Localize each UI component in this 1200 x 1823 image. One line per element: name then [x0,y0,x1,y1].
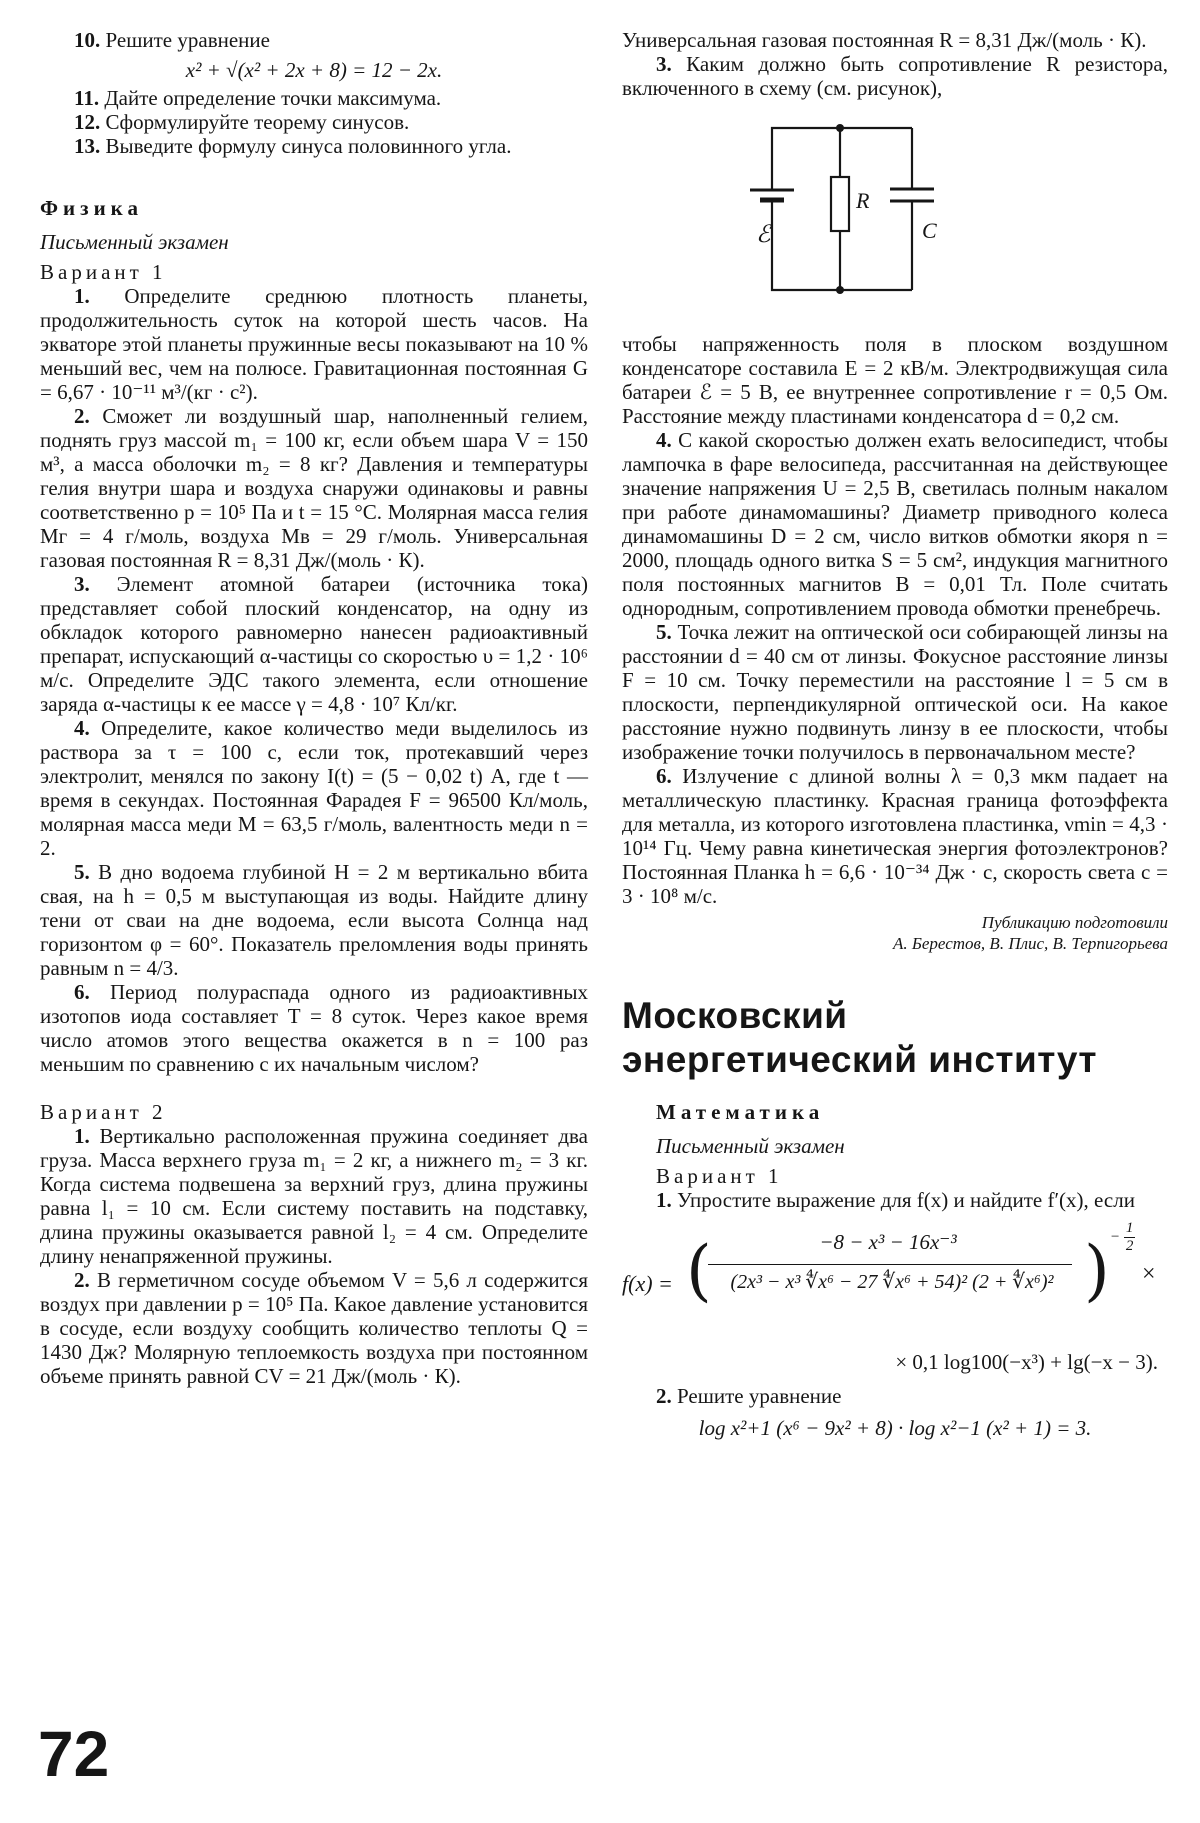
right-column [622,28,1168,1440]
physics-v1-problem-4 [40,716,588,860]
wire-left-bottom [772,200,840,290]
problem-number: 10. [74,28,101,52]
math-problem-13 [40,134,588,158]
problem-text: Излучение с длиной волны λ = 0,3 мкм падает на металлическую пластинку. Красная граница фотоэффекта для металла, из которого изготовлена пластинка, νmin = 4,3 · 10¹⁴ Гц. Чему равна кинетическая энергия фотоэлектронов? Постоянная Планка h = 6,6 · 10⁻³⁴ Дж · с, скорость света c = 3 · 10⁸ м/с. [622,764,1168,908]
variant-1-title: Вариант 1 [656,1164,783,1188]
problem-number: 1. [656,1188,672,1212]
page-number: 72 [38,1718,110,1790]
multiplication-sign: × [1142,1261,1156,1287]
problem-text: Период полураспада одного из радиоактивных изотопов иода составляет T = 8 суток. Через какое время число атомов этого вещества окажется в n = 100 раз меньшим по сравнению с их начальным числом? [40,980,589,1076]
problem-number: 6. [74,980,90,1004]
problem-text: Каким должно быть сопротивление R резистора, включенного в схему (см. рисунок), [622,52,1168,100]
physics-v2-problem-1 [40,1124,588,1268]
problem-number: 6. [656,764,672,788]
problem-number: 11. [74,86,100,110]
problem-text: Решите уравнение [677,1384,842,1408]
physics-v1-problem-2 [40,404,588,572]
resistor-symbol [831,177,849,231]
problem-number: 5. [656,620,672,644]
problem-number: 3. [656,52,672,76]
problem-text: Элемент атомной батареи (источника тока) представляет собой плоский конденсатор, на одну из обкладок которого равномерно нанесен радиоактивный препарат, испускающий α-частицы со скоростью υ = 1,2 · 10⁶ м/с. Определите ЭДС такого элемента, если отношение заряда α-частицы к ее массе γ = 4,8 · 10⁷ Кл/кг. [40,572,589,716]
credits-label: Публикацию подготовили [981,913,1168,932]
institute-heading-line-2: энергетический институт [622,1039,1097,1080]
physics-v2-problem-6 [622,764,1168,908]
problem-text: Сможет ли воздушный шар, наполненный гелием, поднять груз массой m₁ = 100 кг, если объем шара V = 150 м³, а масса оболочки m₂ = 8 кг? Давления и температуры гелия внутри шара и воздуха снаружи одинаковы и равны соответственно p = 10⁵ Па и t = 15 °С. Молярная масса гелия Mг = 4 г/моль, воздуха Mв = 29 г/моль. Универсальная газовая постоянная R = 8,31 Дж/(моль · К). [40,404,589,572]
institute-heading [622,994,1168,1082]
problem-text: Вертикально расположенная пружина соединяет два груза. Масса верхнего груза m₁ = 2 кг, а нижнего m₂ = 3 кг. Когда система подвешена за верхний груз, длина пружины равна l₁ = 10 см. Если систему поставить на подставку, длина пружины оказывается равной l₂ = 4 см. Определите длину ненапряженной пружины. [40,1124,589,1268]
problem-number: 5. [74,860,90,884]
problem-number: 4. [656,428,672,452]
math-problem-1 [622,1188,1168,1212]
problem-text: Выведите формулу синуса половинного угла. [105,134,512,158]
math-problem-11 [40,86,588,110]
exam-type: Письменный экзамен [40,230,229,254]
physics-v2-problem-3 [622,52,1168,100]
institute-heading-line-1: Московский [622,995,848,1036]
formula-lhs: f(x) = [622,1271,673,1296]
problem-number: 2. [656,1384,672,1408]
formula-numerator: −8 − x³ − 16x⁻³ [819,1230,957,1254]
physics-v1-problem-1 [40,284,588,404]
problem-text: Определите среднюю плотность планеты, продолжительность суток на которой шесть часов. На экваторе этой планеты пружинные весы показывают на 10 % меньший вес, чем на полюсе. Гравитационная постоянная G = 6,67 · 10⁻¹¹ м³/(кг · с²). [40,284,588,404]
junction-node-top [836,124,844,132]
problem-number: 4. [74,716,90,740]
math-problem-12 [40,110,588,134]
problem-text: Решите уравнение [105,28,270,52]
problem-number: 13. [74,134,101,158]
formula-denominator: (2x³ − x³ ∜x⁶ − 27 ∜x⁶ + 54)² (2 + ∜x⁶)² [730,1271,1054,1293]
junction-node-bottom [836,286,844,294]
circuit-diagram [742,120,982,310]
problem-text: Дайте определение точки максимума. [104,86,442,110]
physics-v1-problem-3 [40,572,588,716]
problem-text: Сформулируйте теорему синусов. [105,110,410,134]
emf-label: ℰ [756,220,771,248]
problem-text: С какой скоростью должен ехать велосипедист, чтобы лампочка в фаре велосипеда, рассчитанная на действующее значение напряжения U = 2,5 В, светилась полным накалом при работе динамомашины? Диаметр приводного колеса динамомашины D = 2 см, число витков обмотки якоря n = 2000, площадь одного витка S = 5 см², индукция магнитного поля постоянных магнитов B = 0,01 Тл. Поле считать однородным, сопротивлением провода обмотки пренебречь. [622,428,1168,620]
credits-authors: А. Берестов, В. Плис, В. Терпигорьева [892,934,1168,953]
exam-type: Письменный экзамен [656,1134,845,1158]
physics-v2-problem-2 [40,1268,588,1388]
circuit-figure [622,100,1168,332]
exponent-sign: − [1110,1228,1121,1245]
problem-number: 2. [74,404,90,428]
log-equation: log x²+1 (x⁶ − 9x² + 8) · log x²−1 (x² + 1) = 3. [698,1416,1092,1440]
physics-v1-problem-6 [40,980,588,1076]
problem-text: В дно водоема глубиной H = 2 м вертикально вбита свая, на h = 0,5 м выступающая из воды. Найдите длину тени от сваи на дне водоема, если высота Солнца над горизонтом φ = 60°. Показатель преломления воды принять равным n = 4/3. [40,860,588,980]
physics-v2-problem-4 [622,428,1168,620]
problem-number: 1. [74,284,90,308]
problem-3-continued: чтобы напряженность поля в плоском воздушном конденсаторе составила E = 2 кВ/м. Электродвижущая сила батареи ℰ = 5 В, ее внутреннее сопротивление r = 0,5 Ом. Расстояние между пластинами конденсатора d = 0,2 см. [622,332,1168,428]
physics-section-title: Физика [40,196,143,220]
variant-2-title: Вариант 2 [40,1100,167,1124]
function-formula [622,1220,1168,1350]
math-section-title: Математика [656,1100,825,1124]
math-problem-10 [40,28,588,52]
problem-text: Определите, какое количество меди выделилось из раствора за τ = 100 с, если ток, протекавший через электролит, менялся по закону I(t) = (5 − 0,02 t) А, где t — время в секундах. Постоянная Фарадея F = 96500 Кл/моль, молярная масса меди M = 63,5 г/моль, валентность меди n = 2. [40,716,589,860]
continued-text: Универсальная газовая постоянная R = 8,31 Дж/(моль · К). [622,28,1147,52]
problem-text: В герметичном сосуде объемом V = 5,6 л содержится воздух при давлении p = 10⁵ Па. Какое давление установится в сосуде, если воздуху сообщить количество теплоты Q = 1430 Дж? Молярную теплоемкость воздуха при постоянном объеме принять равной CV = 21 Дж/(моль · К). [40,1268,588,1388]
capacitor-label: C [922,218,937,243]
formula-exponent [1110,1220,1135,1255]
problem-number: 12. [74,110,101,134]
problem-number: 1. [74,1124,90,1148]
problem-number: 2. [74,1268,90,1292]
fraction-bar [708,1264,1072,1265]
wire-left-top [772,128,840,190]
left-parenthesis: ( [686,1232,712,1309]
exponent-numerator: 1 [1125,1220,1134,1236]
variant-1-title: Вариант 1 [40,260,167,284]
equation-10: x² + √(x² + 2x + 8) = 12 − 2x. [185,58,443,82]
math-problem-2 [622,1384,1168,1408]
formula-continuation: × 0,1 log100(−x³) + lg(−x − 3). [895,1350,1158,1374]
problem-number: 3. [74,572,90,596]
exponent-fraction [1124,1220,1136,1255]
right-parenthesis: ) [1084,1232,1110,1309]
problem-text: Упростите выражение для f(x) и найдите f′(x), если [677,1188,1135,1212]
physics-v1-problem-5 [40,860,588,980]
problem-text: Точка лежит на оптической оси собирающей линзы на расстоянии d = 40 см от линзы. Фокусное расстояние линзы F = 10 см. Точку переместили на расстояние l = 5 см в плоскости, перпендикулярной оптической оси. На какое расстояние нужно подвинуть линзу в ее плоскости, чтобы изображение точки получилось в первоначальном месте? [622,620,1168,764]
exponent-denominator: 2 [1125,1238,1134,1254]
physics-v2-problem-5 [622,620,1168,764]
left-column [40,28,588,1388]
resistor-label: R [856,188,870,213]
